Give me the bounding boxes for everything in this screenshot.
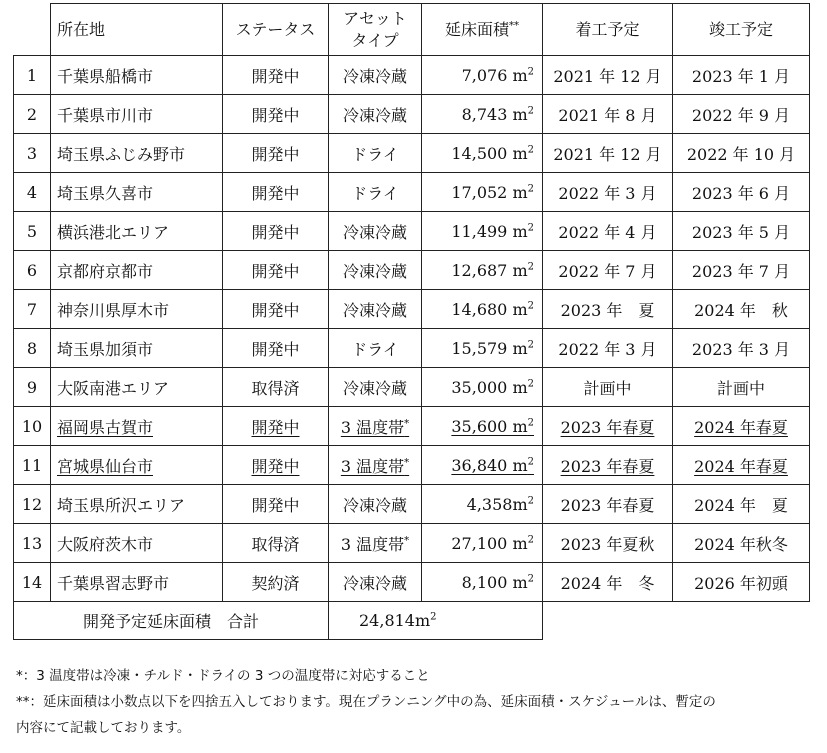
row-no-text: 5 [26, 221, 38, 241]
row-status [223, 290, 329, 329]
row-status-text: 取得済 [251, 534, 300, 554]
asset-type-text [341, 457, 409, 476]
row-no [14, 563, 51, 602]
row-location [51, 329, 223, 368]
area-value: 27,100 m [451, 533, 528, 553]
row-location [51, 407, 223, 446]
area-text [462, 105, 534, 124]
row-asset-type [329, 446, 422, 485]
row-start-text: 2024 年 冬 [560, 573, 655, 593]
row-start-text: 2021 年 8 月 [558, 105, 657, 125]
row-asset-type [329, 290, 422, 329]
row-area [422, 563, 543, 602]
row-area [422, 173, 543, 212]
row-completion [673, 290, 810, 329]
table-row [14, 56, 810, 95]
row-start-text: 2023 年春夏 [560, 456, 655, 476]
total-label: 開発予定延床面積 合計 [14, 602, 329, 640]
footnote-2: **：延床面積は小数点以下を四捨五入しております。現在プランニング中の為、延床面積・スケジュールは、暫定の [16, 694, 716, 710]
row-asset-type [329, 524, 422, 563]
row-completion-text: 2024 年 夏 [694, 495, 788, 515]
area-text [451, 222, 534, 241]
row-location-text: 宮城県仙台市 [57, 456, 154, 476]
row-location [51, 485, 223, 524]
table-row [14, 524, 810, 563]
row-location [51, 446, 223, 485]
row-no-text: 13 [21, 533, 43, 553]
row-no [14, 212, 51, 251]
row-no-text: 11 [21, 455, 43, 475]
row-location [51, 134, 223, 173]
row-area [422, 446, 543, 485]
row-asset-type [329, 173, 422, 212]
total-blank [543, 602, 810, 640]
row-no-text: 10 [21, 416, 43, 436]
row-area [422, 329, 543, 368]
row-no-text: 12 [21, 494, 43, 514]
area-unit-sup: 2 [527, 183, 534, 195]
table-row [14, 485, 810, 524]
total-value-sup: 2 [430, 611, 437, 623]
row-no-text: 9 [26, 377, 38, 397]
development-table [13, 3, 810, 640]
row-no-text: 7 [26, 299, 38, 319]
total-value [329, 602, 543, 640]
row-completion [673, 563, 810, 602]
area-unit-sup: 2 [527, 534, 534, 546]
row-asset-type [329, 212, 422, 251]
total-value-text: 24,814m [359, 611, 431, 630]
area-value: 14,500 m [451, 143, 528, 163]
row-area [422, 407, 543, 446]
asset-type-label: ドライ [351, 144, 399, 164]
asset-type-label: 冷凍冷蔵 [342, 378, 407, 398]
asset-type-label: 冷凍冷蔵 [342, 222, 407, 242]
row-status [223, 212, 329, 251]
row-status [223, 134, 329, 173]
asset-type-label: 冷凍冷蔵 [342, 573, 407, 593]
row-status-text: 取得済 [251, 378, 300, 398]
header-completion: 竣工予定 [673, 4, 810, 56]
area-unit-sup: 2 [527, 105, 534, 117]
asset-type-text [343, 301, 407, 320]
row-asset-type [329, 485, 422, 524]
row-no [14, 290, 51, 329]
row-location [51, 212, 223, 251]
asset-type-label: 冷凍冷蔵 [342, 300, 407, 320]
row-status-text: 開発中 [251, 417, 300, 437]
row-no [14, 407, 51, 446]
table-row [14, 290, 810, 329]
asset-type-mark: * [404, 535, 410, 547]
row-asset-type [329, 329, 422, 368]
asset-type-label: 冷凍冷蔵 [342, 261, 407, 281]
row-completion-text: 計画中 [716, 378, 765, 398]
row-status [223, 56, 329, 95]
row-asset-type [329, 134, 422, 173]
area-value: 36,840 m [451, 455, 528, 475]
footnotes [16, 663, 816, 741]
row-completion [673, 485, 810, 524]
row-status-text: 開発中 [251, 495, 300, 515]
row-no-text: 14 [21, 572, 43, 592]
row-no-text: 8 [26, 338, 38, 358]
row-status-text: 開発中 [251, 222, 300, 242]
row-start [543, 524, 673, 563]
row-status-text: 開発中 [251, 144, 300, 164]
area-text [451, 300, 534, 319]
table-row [14, 407, 810, 446]
row-start [543, 95, 673, 134]
area-value: 14,680 m [451, 299, 528, 319]
asset-type-label: 3 温度帯 [340, 456, 405, 476]
row-completion-text: 2024 年春夏 [694, 417, 788, 437]
area-value: 8,100 m [461, 572, 528, 592]
row-status [223, 95, 329, 134]
row-start [543, 212, 673, 251]
header-asset-line2: タイプ [351, 30, 399, 50]
area-unit-sup: 2 [527, 417, 534, 429]
header-location: 所在地 [51, 4, 223, 56]
row-location-text: 埼玉県所沢エリア [57, 495, 186, 515]
row-start-text: 2022 年 3 月 [558, 183, 657, 203]
row-location [51, 56, 223, 95]
row-status-text: 開発中 [251, 300, 300, 320]
asset-type-text [343, 223, 407, 242]
row-asset-type [329, 407, 422, 446]
asset-type-label: ドライ [351, 339, 399, 359]
row-completion [673, 407, 810, 446]
area-value: 35,600 m [451, 416, 528, 436]
area-value: 17,052 m [451, 182, 528, 202]
table-row [14, 251, 810, 290]
row-no [14, 368, 51, 407]
row-location [51, 368, 223, 407]
header-asset-line1: アセット [343, 8, 407, 28]
area-unit-sup: 2 [527, 573, 534, 585]
row-no-text: 6 [26, 260, 38, 280]
row-area [422, 524, 543, 563]
row-status [223, 368, 329, 407]
area-unit-sup: 2 [527, 378, 534, 390]
asset-type-text [343, 379, 407, 398]
footnote-3: 内容にて記載しております。 [16, 720, 191, 736]
area-text [451, 378, 534, 397]
row-asset-type [329, 368, 422, 407]
asset-type-text [341, 418, 409, 437]
row-no-text: 4 [26, 182, 38, 202]
row-start [543, 563, 673, 602]
row-status-text: 契約済 [251, 573, 300, 593]
row-asset-type [329, 56, 422, 95]
area-value: 11,499 m [451, 221, 528, 241]
row-completion-text: 2024 年秋冬 [694, 534, 788, 554]
row-start-text: 2022 年 7 月 [558, 261, 657, 281]
row-completion-text: 2024 年春夏 [694, 456, 788, 476]
row-location-text: 埼玉県加須市 [57, 339, 154, 359]
row-location [51, 95, 223, 134]
area-text [462, 573, 534, 592]
total-row [14, 602, 810, 640]
row-completion [673, 134, 810, 173]
table-row [14, 95, 810, 134]
row-no-text: 1 [26, 65, 38, 85]
area-text [451, 261, 534, 280]
area-unit-sup: 2 [527, 300, 534, 312]
row-area [422, 368, 543, 407]
row-location-text: 千葉県習志野市 [57, 573, 170, 593]
area-text [462, 66, 534, 85]
row-status [223, 446, 329, 485]
header-no [14, 4, 51, 56]
row-start [543, 173, 673, 212]
row-status [223, 563, 329, 602]
row-location [51, 290, 223, 329]
row-start [543, 368, 673, 407]
header-area [422, 4, 543, 56]
row-location-text: 千葉県船橋市 [57, 66, 154, 86]
row-location [51, 251, 223, 290]
row-location [51, 524, 223, 563]
row-location-text: 埼玉県久喜市 [57, 183, 154, 203]
row-start [543, 446, 673, 485]
area-unit-sup: 2 [527, 222, 534, 234]
row-no-text: 3 [26, 143, 38, 163]
row-status [223, 485, 329, 524]
asset-type-text [351, 145, 399, 164]
row-start [543, 251, 673, 290]
area-value: 4,358m [466, 494, 528, 514]
table-row [14, 446, 810, 485]
area-value: 35,000 m [451, 377, 528, 397]
row-start [543, 329, 673, 368]
asset-type-label: 3 温度帯 [340, 534, 405, 554]
row-start-text: 2022 年 4 月 [558, 222, 657, 242]
row-start-text: 2021 年 12 月 [553, 66, 662, 86]
row-status [223, 251, 329, 290]
row-location-text: 埼玉県ふじみ野市 [57, 144, 186, 164]
row-no [14, 134, 51, 173]
row-completion [673, 212, 810, 251]
area-value: 12,687 m [451, 260, 528, 280]
asset-type-text [343, 262, 407, 281]
row-no [14, 95, 51, 134]
row-completion-text: 2026 年初頭 [694, 573, 788, 593]
row-start-text: 計画中 [583, 378, 632, 398]
asset-type-mark: * [404, 457, 410, 469]
area-unit-sup: 2 [527, 261, 534, 273]
area-text [451, 144, 534, 163]
table-row [14, 563, 810, 602]
header-asset-type [329, 4, 422, 56]
row-completion-text: 2023 年 7 月 [691, 261, 791, 281]
row-status [223, 329, 329, 368]
asset-type-label: 冷凍冷蔵 [342, 105, 407, 125]
row-location-text: 神奈川県厚木市 [57, 300, 170, 320]
asset-type-label: 冷凍冷蔵 [342, 66, 407, 86]
area-text [467, 495, 534, 514]
row-start-text: 2023 年夏秋 [560, 534, 655, 554]
row-start-text: 2023 年春夏 [560, 417, 655, 437]
area-text [451, 183, 534, 202]
table-row [14, 173, 810, 212]
row-location-text: 福岡県古賀市 [57, 417, 154, 437]
row-asset-type [329, 251, 422, 290]
row-completion [673, 368, 810, 407]
row-area [422, 56, 543, 95]
footnote-1: *：3 温度帯は冷凍・チルド・ドライの 3 つの温度帯に対応すること [16, 668, 430, 684]
row-start-text: 2023 年 夏 [560, 300, 655, 320]
row-completion [673, 56, 810, 95]
header-row [14, 4, 810, 56]
area-text [451, 534, 534, 553]
row-asset-type [329, 563, 422, 602]
row-completion [673, 251, 810, 290]
asset-type-label: ドライ [351, 183, 399, 203]
row-status-text: 開発中 [251, 183, 300, 203]
row-location [51, 563, 223, 602]
row-area [422, 290, 543, 329]
row-status-text: 開発中 [251, 339, 300, 359]
row-location-text: 京都府京都市 [57, 261, 154, 281]
area-text [451, 417, 534, 436]
row-completion-text: 2023 年 5 月 [691, 222, 791, 242]
area-value: 8,743 m [461, 104, 528, 124]
asset-type-text [343, 574, 407, 593]
header-area-mark: ** [509, 20, 519, 32]
row-status-text: 開発中 [251, 261, 300, 281]
table-row [14, 329, 810, 368]
row-completion-text: 2023 年 3 月 [691, 339, 791, 359]
row-start [543, 407, 673, 446]
row-start-text: 2021 年 12 月 [553, 144, 662, 164]
row-start [543, 290, 673, 329]
row-no [14, 329, 51, 368]
row-completion [673, 95, 810, 134]
row-area [422, 251, 543, 290]
table-row [14, 368, 810, 407]
area-value: 7,076 m [461, 65, 528, 85]
row-area [422, 485, 543, 524]
asset-type-label: 3 温度帯 [340, 417, 405, 437]
area-unit-sup: 2 [527, 495, 534, 507]
row-no-text: 2 [26, 104, 38, 124]
row-location [51, 173, 223, 212]
row-completion-text: 2024 年 秋 [694, 300, 788, 320]
row-area [422, 212, 543, 251]
row-no [14, 446, 51, 485]
header-area-label: 延床面積 [444, 19, 509, 39]
area-unit-sup: 2 [527, 339, 534, 351]
row-status [223, 524, 329, 563]
row-no [14, 56, 51, 95]
header-status: ステータス [223, 4, 329, 56]
asset-type-label: 冷凍冷蔵 [342, 495, 407, 515]
row-completion-text: 2023 年 1 月 [691, 66, 791, 86]
row-completion [673, 173, 810, 212]
area-text [451, 456, 534, 475]
row-start [543, 485, 673, 524]
row-asset-type [329, 95, 422, 134]
row-no [14, 524, 51, 563]
row-status [223, 407, 329, 446]
row-status [223, 173, 329, 212]
row-area [422, 95, 543, 134]
header-start: 着工予定 [543, 4, 673, 56]
asset-type-text [351, 184, 399, 203]
area-unit-sup: 2 [527, 456, 534, 468]
row-start [543, 56, 673, 95]
row-status-text: 開発中 [251, 456, 300, 476]
row-no [14, 485, 51, 524]
area-unit-sup: 2 [527, 66, 534, 78]
row-location-text: 大阪府茨木市 [57, 534, 154, 554]
row-no [14, 251, 51, 290]
row-start [543, 134, 673, 173]
asset-type-mark: * [404, 418, 410, 430]
row-completion-text: 2023 年 6 月 [691, 183, 791, 203]
row-start-text: 2022 年 3 月 [558, 339, 657, 359]
area-text [451, 339, 534, 358]
row-completion-text: 2022 年 9 月 [691, 105, 791, 125]
row-status-text: 開発中 [251, 105, 300, 125]
asset-type-text [343, 496, 407, 515]
row-completion [673, 524, 810, 563]
table-row [14, 134, 810, 173]
row-completion [673, 446, 810, 485]
table-row [14, 212, 810, 251]
row-start-text: 2023 年春夏 [560, 495, 655, 515]
row-location-text: 横浜港北エリア [57, 222, 170, 242]
row-location-text: 大阪南港エリア [57, 378, 170, 398]
asset-type-text [343, 67, 407, 86]
area-value: 15,579 m [451, 338, 528, 358]
row-area [422, 134, 543, 173]
asset-type-text [351, 340, 399, 359]
area-unit-sup: 2 [527, 144, 534, 156]
row-location-text: 千葉県市川市 [57, 105, 154, 125]
row-completion [673, 329, 810, 368]
asset-type-text [341, 535, 409, 554]
row-no [14, 173, 51, 212]
asset-type-text [343, 106, 407, 125]
row-status-text: 開発中 [251, 66, 300, 86]
row-completion-text: 2022 年 10 月 [686, 144, 796, 164]
